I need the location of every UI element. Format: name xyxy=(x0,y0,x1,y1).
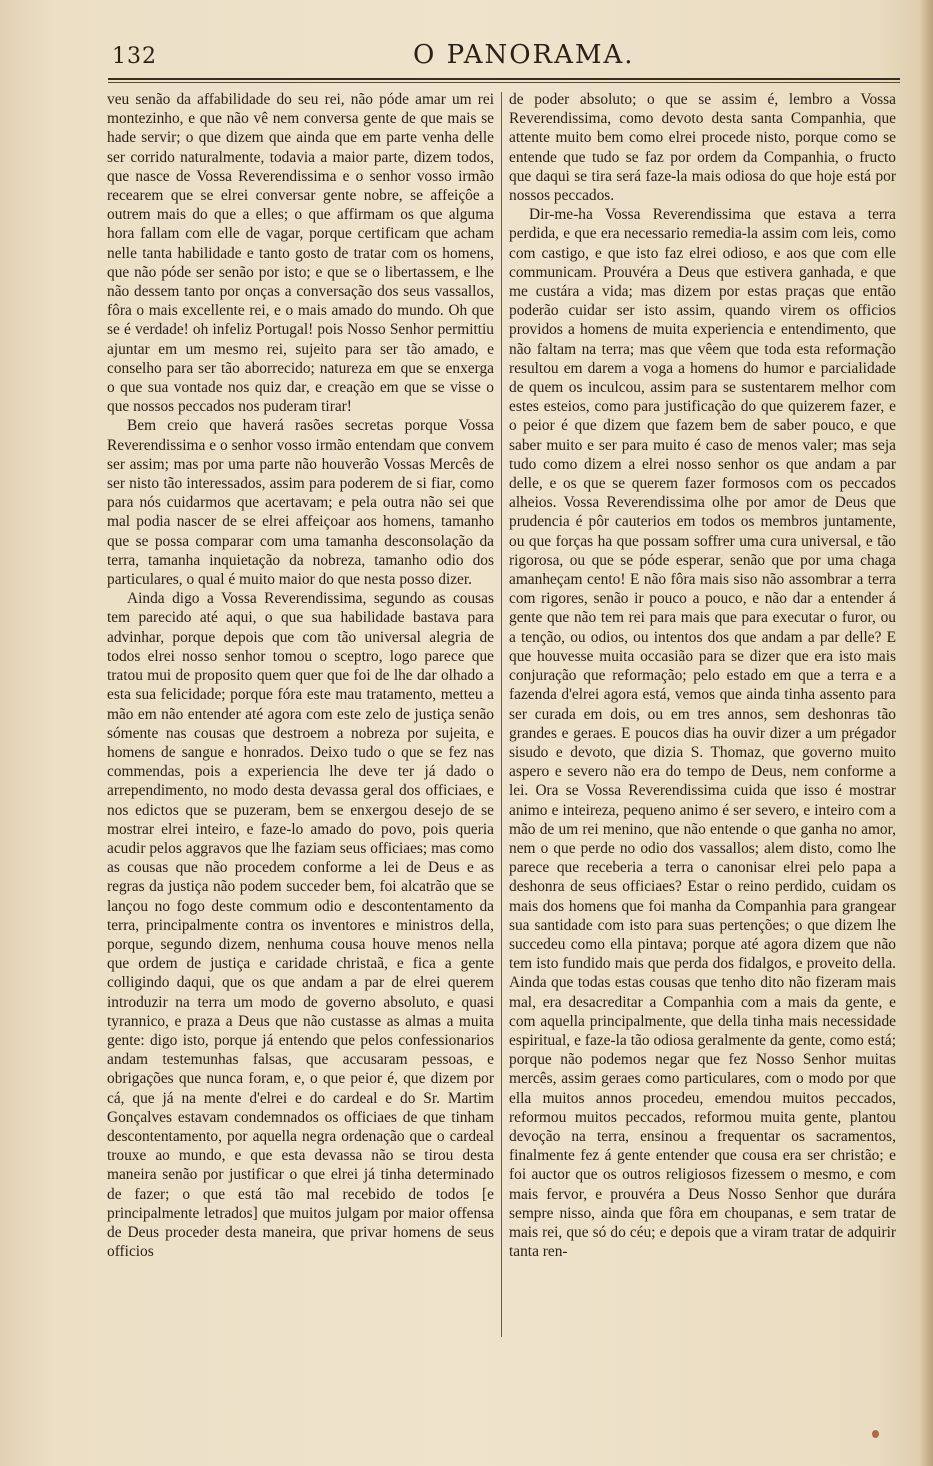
left-column xyxy=(107,90,494,1340)
right-column xyxy=(509,90,896,1340)
paragraph: Ainda digo a Vossa Reverendissima, segundo as cousas tem parecido até aqui, o que sua habilidade bastava para advinhar, porque depois que com tão universal alegria de todos elrei nosso senhor tomou o sceptro, logo parece que tratou mui de proposito quem quer que foi de lhe dar olhado a esta sua felicidade; porque fóra este mau tratamento, metteu a mão em não entender até agora com este zelo de justiça senão sómente nas cousas que destroem a nobreza por sujeita, e homens de sangue e honrados. Deixo tudo o que se fez nas commendas, pois a experiencia lhe deve ter já dado o arrependimento, no modo desta devassa geral dos officiaes, e nos edictos que se puzeram, bem se enxergou desejo de se mostrar elrei inteiro, e faze-lo amado do povo, pois queria acudir pelos aggravos que lhe faziam seus officiaes; mas como as cousas que não procedem conforme a lei de Deus e as regras da justiça não podem succeder bem, foi alcatrão que se lançou no fogo deste commum odio e descontentamento da terra, principalmente contra os inventores e ministros della, porque, segundo dizem, nenhuma cousa houve menos nella que ordem de justiça e caridade christaã, e fica a gente colligindo daqui, que os que andam a par de elrei querem introduzir na terra um modo de governo absoluto, e quasi tyrannico, e praza a Deus que não custasse as almas a muita gente: digo isto, porque já entendo que pelos confessionarios andam testemunhas falsas, que accusaram pessoas, e obrigações que nunca foram, e, o que peior é, que dizem por cá, que já na mente d'elrei e do cardeal e do Sr. Martim Gonçalves estavam condemnados os officiaes de que tinham descontentamento, por aquella negra ordenação que o cardeal trouxe ao mundo, e que esta devassa não se tirou desta maneira senão por justificar o que elrei já tinha determinado de fazer; o que está tão mal recebido de todos [e principalmente letrados] que muitos julgam por maior offensa de Deus proceder desta maneira, que privar homens de seus officios xyxy=(107,590,494,1261)
page-number: 132 xyxy=(112,44,157,69)
header-rule xyxy=(108,78,900,80)
page-edge-shadow xyxy=(919,0,933,1466)
column-divider xyxy=(501,92,502,1337)
paragraph: veu senão da affabilidade do seu rei, não póde amar um rei montezinho, e que não vê nem conversa gente de que mais se hade servir; o que dizem que ainda que em parte venha delle ser corrido naturalmente, todavia a maior parte, dizem todos, que nasce de Vossa Reverendissima e o senhor vosso irmão recearem que se elrei conversar gente nobre, se affeiçôe a outrem mais do que a elles; o que affirmam os que alguma hora fallam com elle de vagar, porque certificam que acham nelle tanta habilidade e tanto gosto de tratar com os homens, que não póde ser senão por isto; e que se o libertassem, e lhe não dessem tanto por onças a conversação dos seus vassallos, fôra o mais excellente rei, e o mais amado do mundo. Oh que se é verdade! oh infeliz Portugal! pois Nosso Senhor permittiu ajuntar em um mesmo rei, sujeito para ser tão amado, e conselho para ser tão aborrecido; natureza em que se enxerga o que sua vontade nos quiz dar, e creação em que se visse o que nossos peccados nos puderam tirar! xyxy=(107,91,494,416)
page-header xyxy=(108,38,898,74)
header-rule-thin xyxy=(108,82,900,83)
paragraph: Dir-me-ha Vossa Reverendissima que estava a terra perdida, e que era necessario remedia-la assim com leis, como com castigo, e que isto faz elrei odioso, e aos que com elle communicam. Prouvéra a Deus que estivera ganhada, e que me custára a vida; mas dizem por estas praças que então poderão cuidar ser isto assim, quando virem os officios providos a homens de muita experiencia e entendimento, que não faltam na terra; mas que vêem que toda esta reformação resultou em darem a voga a homens do humor e parcialidade de quem os inculcou, assim para se sustentarem melhor com estes esteios, como para justificação do que quizerem fazer, e o peior é que dizem que fazem bem de saber pouco, e que saber muito e ser para muito é caso de menos valer; mas seja tudo como dizem a elrei nosso senhor os que andam a par delle, e os que se querem fazer formosos com os peccados alheios. Vossa Reverendissima olhe por amor de Deus que prudencia é pôr cauterios em todos os membros juntamente, ou que forças ha que possam soffrer uma cura universal, e tão rigorosa, ou que se póde esperar, senão que por uma chaga amanheçam cento! E não fôra mais siso não assombrar a terra com rigores, senão ir pouco a pouco, e não dar a entender á gente que não tem rei para mais que para executar o furor, ou a tenção, ou odios, ou intentos dos que andam a par delle? E que houvesse muita occasião para se dizer que era isto mais conjuração que reformação; pelo estado em que a terra e a fazenda d'elrei agora está, vemos que ainda tinha assento para ser curada em dois, ou em tres annos, sem deshonras tão grandes e geraes. E poucos dias ha ouvir dizer a um prégador sisudo e devoto, que dizia S. Thomaz, que governo muito aspero e severo não era do tempo de Deus, nem conforme a lei. Ora se Vossa Reverendissima cuida que isso é mostrar animo e inteireza, pequeno animo é ser severo, e inteiro com a mão de um rei menino, que não entende o que ganha no amor, nem o que perde no odio dos vassallos; alem disto, como lhe parece que receberia a terra o canonisar elrei pelo papa a deshonra de seus officiaes? Estar o reino perdido, cuidam os mais dos homens que foi manha da Companhia para grangear sua santidade com isto para suas pertenções; o que dizem lhe succedeu como ella pintava; porque até agora dizem que não tem isto fundido mais que perda dos fidalgos, e proveito della. Ainda que todas estas cousas que tenho dito não fizeram mais mal, era desacreditar a Companhia com a mais da gente, e com aquella principalmente, que della tinha mais necessidade espiritual, e faze-la tão odiosa geralmente da gente, como está; porque não podemos negar que fez Nosso Senhor muitas mercês, assim geraes como particulares, com o modo por que ella muitos annos procedeu, emendou muitos peccados, reformou muitos peccados, reformou muita gente, plantou devoção na terra, ensinou a frequentar os sacramentos, finalmente fez á gente entender que cousa era ser christão; e foi auctor que os outros religiosos fizessem o mesmo, e com mais fervor, e prouvéra a Deus Nosso Senhor que durára sempre nisso, ainda que fôra em choupanas, e sem tratar de mais rei, que só do céu; e depois que a viram tratar de adquirir tanta ren- xyxy=(509,206,896,1261)
ink-spot xyxy=(872,1430,879,1438)
page-title: O PANORAMA. xyxy=(413,40,635,70)
paragraph: Bem creio que haverá rasões secretas porque Vossa Reverendissima e o senhor vosso irmão entendam que convem ser assim; mas por uma parte não houverão Vossas Mercês de ser nisto tão interessados, assim para poderem de si fiar, como para nós cuidarmos que acertavam; e pela outra não sei que mal podia nascer de se elrei affeiçoar aos homens, tamanho que se possa comparar com uma tamanha desconsolação da terra, tamanha inquietação da nobreza, tamanho odio dos particulares, o qual é muito maior do que nesta posso dizer. xyxy=(107,417,494,589)
paragraph: de poder absoluto; o que se assim é, lembro a Vossa Reverendissima, como devoto desta santa Companhia, que attente muito bem como elrei procede nisto, porque como se entende que tudo se faz por ordem da Companhia, o fructo que daqui se tira será faze-la mais odiosa do que hoje está por nossos peccados. xyxy=(509,91,896,205)
